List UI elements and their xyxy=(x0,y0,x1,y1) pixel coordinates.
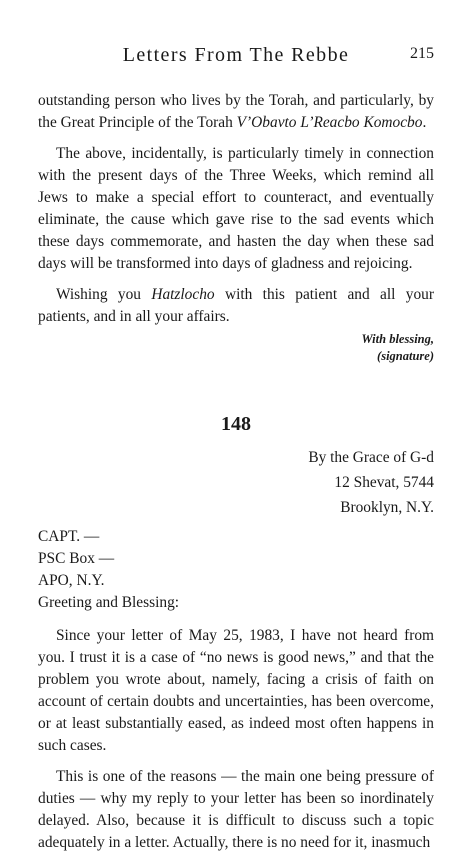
paragraph-text-end: . xyxy=(422,114,427,131)
book-title: Letters From The Rebbe xyxy=(122,44,350,66)
greeting: Greeting and Blessing: xyxy=(38,594,180,611)
paragraph-three-weeks: The above, incidentally, is particularly timely in connection with the present days of the Three Weeks, which remind all Jews to make a special effort to counteract, and eventually eliminate, the cause which gave rise to the sad events which these days commemorate, and hasten the day when these sad days will be transformed into days of gladness and rejoicing. xyxy=(38,145,434,272)
paragraph-wishing xyxy=(38,284,434,328)
paragraph-text-end: with this patient and all your patients, and in all your affairs. xyxy=(38,286,434,325)
page-number: 215 xyxy=(410,45,434,62)
running-header xyxy=(38,44,434,66)
page-body xyxy=(38,90,434,863)
paragraph-continued xyxy=(38,90,434,134)
address-line-2: PSC Box — xyxy=(38,550,115,567)
paragraph-reasons: This is one of the reasons — the main one being pressure of duties — why my reply to your letter has been so inordinately delayed. Also, because it is difficult to discuss such a topic adequately in a letter. Actually, there is no need for it, inasmuch xyxy=(38,768,434,851)
closing-signature: (signature) xyxy=(377,349,434,363)
italic-word: Hatzlocho xyxy=(151,286,215,303)
paragraph-text: Wishing you xyxy=(56,286,152,303)
closing-block xyxy=(38,331,434,365)
closing-blessing: With blessing, xyxy=(361,332,434,346)
paragraph-since-letter: Since your letter of May 25, 1983, I have not heard from you. I trust it is a case of “no news is good news,” and that the problem you wrote about, namely, facing a crisis of faith on account of certain doubts and uncertainties, has been overcome, or at least substantially eased, as indeed most often happens in such cases. xyxy=(38,627,434,754)
dateline-place: Brooklyn, N.Y. xyxy=(340,499,434,516)
address-line-3: APO, N.Y. xyxy=(38,572,105,589)
italic-phrase: V’Obavto L’Reacbo Komocbo xyxy=(236,114,423,131)
letter-number: 148 xyxy=(221,413,251,435)
dateline-grace: By the Grace of G-d xyxy=(308,449,434,466)
address-line-1: CAPT. — xyxy=(38,528,100,545)
dateline xyxy=(38,445,434,520)
paragraph-text: outstanding person who lives by the Torah, and particularly, by the Great Principle of the Torah xyxy=(38,92,434,131)
dateline-date: 12 Shevat, 5744 xyxy=(334,474,434,491)
address-block xyxy=(38,526,434,614)
